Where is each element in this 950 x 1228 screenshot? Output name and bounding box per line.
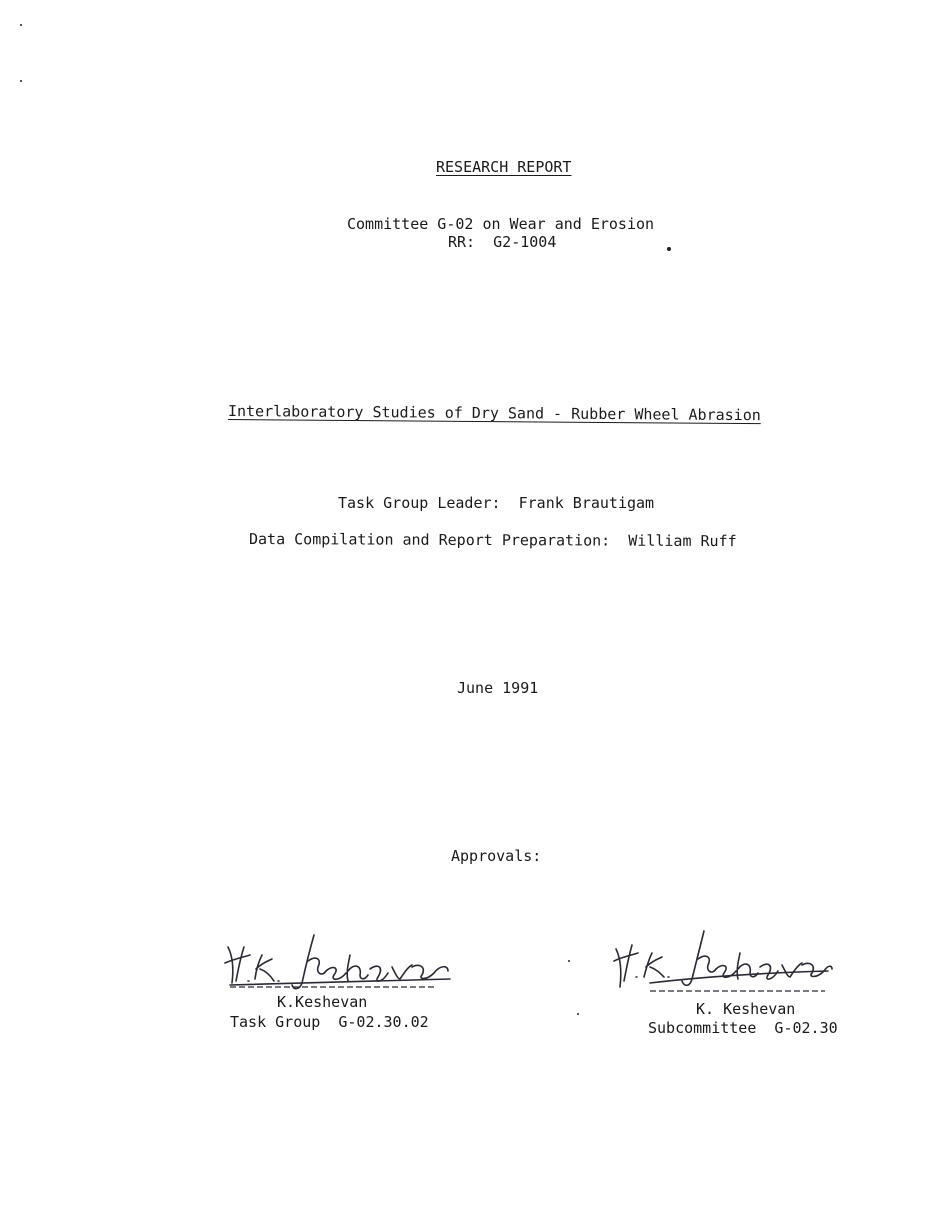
report-type-heading: RESEARCH REPORT [436, 158, 572, 176]
left-signatory-name: K.Keshevan [277, 993, 368, 1011]
left-signatory-role: Task Group G-02.30.02 [230, 1013, 429, 1031]
left-signature [222, 925, 457, 997]
task-group-leader: Task Group Leader: Frank Brautigam [338, 494, 655, 512]
report-title: Interlaboratory Studies of Dry Sand - Rubber Wheel Abrasion [227, 402, 761, 425]
right-signatory-role: Subcommittee G-02.30 [648, 1019, 838, 1037]
scan-speck [577, 1013, 579, 1015]
rr-number: RR: G2-1004 [448, 233, 557, 251]
data-compilation-credit: Data Compilation and Report Preparation: William Ruff [248, 530, 737, 551]
scan-speck [20, 80, 22, 82]
signature-image [222, 925, 457, 997]
committee-line: Committee G-02 on Wear and Erosion [347, 215, 655, 233]
scan-speck [20, 24, 22, 26]
report-date: June 1991 [457, 679, 539, 697]
scan-speck [667, 247, 671, 251]
right-signature [610, 925, 835, 997]
right-signatory-name: K. Keshevan [696, 1000, 796, 1018]
approvals-label: Approvals: [451, 847, 542, 865]
signature-image [610, 925, 835, 997]
scan-speck [568, 960, 570, 962]
